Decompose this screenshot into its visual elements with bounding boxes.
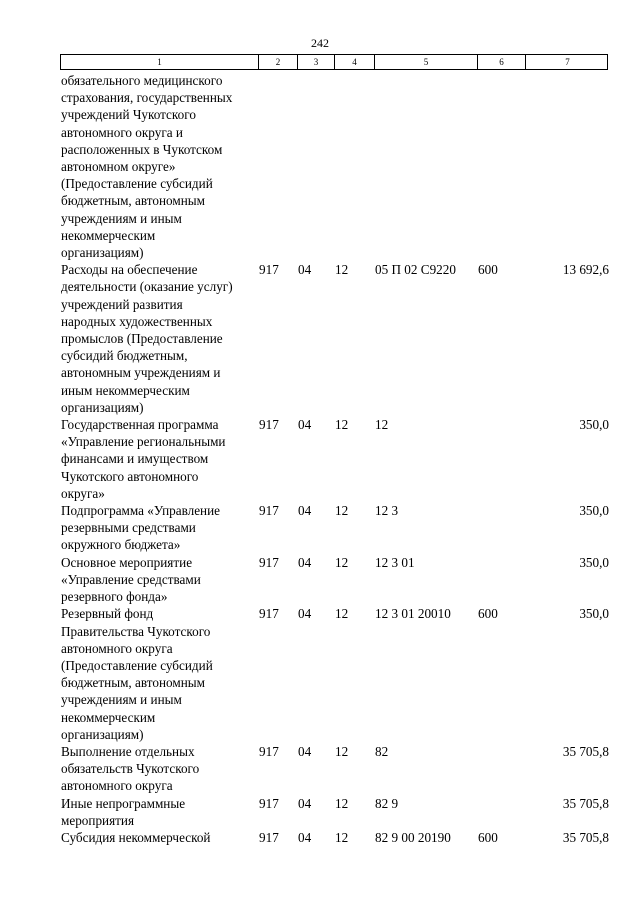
page-number: 242 bbox=[311, 36, 329, 50]
ministry-code: 917 bbox=[259, 417, 279, 433]
subsection-code: 12 bbox=[335, 606, 349, 622]
subsection-code: 12 bbox=[335, 503, 349, 519]
column-header-6: 6 bbox=[478, 55, 526, 69]
table-row bbox=[61, 554, 609, 606]
row-name: Расходы на обеспечение деятельности (оказание услуг) учреждений развития народных художественных промыслов (Предоставление субсидий бюджетным, автономным учреждениям и иным некоммерческим организациям) bbox=[61, 262, 233, 415]
amount: 350,0 bbox=[579, 554, 609, 570]
amount: 35 705,8 bbox=[562, 829, 609, 845]
expense-type-code bbox=[478, 554, 526, 606]
subsection-code: 12 bbox=[335, 829, 349, 845]
column-header-5: 5 bbox=[375, 55, 478, 69]
row-name: Субсидия некоммерческой bbox=[61, 829, 211, 845]
row-name: Государственная программа «Управление региональными финансами и имуществом Чукотского автономного округа» bbox=[61, 417, 226, 501]
expense-type-code: 600 bbox=[478, 262, 498, 278]
row-name: Резервный фонд Правительства Чукотского автономного округа (Предоставление субсидий бюджетным, автономным учреждениям и иным некоммерческим организациям) bbox=[61, 606, 213, 742]
section-code bbox=[298, 72, 335, 261]
expense-type-code bbox=[478, 743, 526, 795]
amount: 35 705,8 bbox=[562, 743, 609, 759]
column-header-3: 3 bbox=[298, 55, 335, 69]
column-header-2: 2 bbox=[259, 55, 298, 69]
budget-table-body bbox=[61, 72, 609, 846]
column-header-4: 4 bbox=[335, 55, 375, 69]
expense-type-code bbox=[478, 795, 526, 829]
subsection-code: 12 bbox=[335, 554, 349, 570]
expense-type-code bbox=[478, 502, 526, 554]
ministry-code: 917 bbox=[259, 262, 279, 278]
amount bbox=[526, 72, 609, 261]
subsection-code: 12 bbox=[335, 795, 349, 811]
column-header-row bbox=[60, 54, 608, 70]
target-article-code: 12 bbox=[375, 417, 389, 433]
expense-type-code bbox=[478, 416, 526, 502]
row-name: Основное мероприятие «Управление средствами резервного фонда» bbox=[61, 554, 201, 605]
subsection-code: 12 bbox=[335, 417, 349, 433]
ministry-code: 917 bbox=[259, 606, 279, 622]
target-article-code: 05 П 02 С9220 bbox=[375, 262, 456, 278]
table-row bbox=[61, 605, 609, 743]
column-header-1: 1 bbox=[61, 55, 259, 69]
section-code: 04 bbox=[298, 417, 312, 433]
amount: 350,0 bbox=[579, 503, 609, 519]
subsection-code: 12 bbox=[335, 262, 349, 278]
section-code: 04 bbox=[298, 795, 312, 811]
section-code: 04 bbox=[298, 262, 312, 278]
section-code: 04 bbox=[298, 554, 312, 570]
section-code: 04 bbox=[298, 829, 312, 845]
ministry-code: 917 bbox=[259, 743, 279, 759]
section-code: 04 bbox=[298, 743, 312, 759]
target-article-code: 12 3 bbox=[375, 503, 399, 519]
amount: 350,0 bbox=[579, 606, 609, 622]
target-article-code: 12 3 01 20010 bbox=[375, 606, 451, 622]
target-article-code bbox=[375, 72, 478, 261]
target-article-code: 82 bbox=[375, 743, 389, 759]
ministry-code: 917 bbox=[259, 795, 279, 811]
section-code: 04 bbox=[298, 606, 312, 622]
amount: 13 692,6 bbox=[562, 262, 609, 278]
amount: 35 705,8 bbox=[562, 795, 609, 811]
target-article-code: 82 9 bbox=[375, 795, 399, 811]
expense-type-code bbox=[478, 72, 526, 261]
row-name: Подпрограмма «Управление резервными средствами окружного бюджета» bbox=[61, 503, 221, 553]
table-row bbox=[61, 743, 609, 795]
section-code: 04 bbox=[298, 503, 312, 519]
expense-type-code: 600 bbox=[478, 606, 498, 622]
table-row bbox=[61, 502, 609, 554]
target-article-code: 82 9 00 20190 bbox=[375, 829, 451, 845]
ministry-code: 917 bbox=[259, 554, 279, 570]
ministry-code: 917 bbox=[259, 829, 279, 845]
ministry-code: 917 bbox=[259, 503, 279, 519]
amount: 350,0 bbox=[579, 417, 609, 433]
target-article-code: 12 3 01 bbox=[375, 554, 415, 570]
row-name: обязательного медицинского страхования, государственных учреждений Чукотского автономного округа и расположенных в Чукотском автономном округе» (Предоставление субсидий бюджетным, автономным учреждениям и иным некоммерческим организациям) bbox=[61, 73, 233, 261]
ministry-code bbox=[259, 72, 298, 261]
table-row bbox=[61, 261, 609, 416]
table-row bbox=[61, 829, 609, 846]
table-row bbox=[61, 72, 609, 261]
subsection-code: 12 bbox=[335, 743, 349, 759]
column-header-7: 7 bbox=[565, 57, 570, 67]
subsection-code bbox=[335, 72, 375, 261]
row-name: Иные непрограммные мероприятия bbox=[61, 795, 186, 828]
table-row bbox=[61, 795, 609, 829]
table-row bbox=[61, 416, 609, 502]
row-name: Выполнение отдельных обязательств Чукотского автономного округа bbox=[61, 743, 200, 794]
expense-type-code: 600 bbox=[478, 829, 498, 845]
